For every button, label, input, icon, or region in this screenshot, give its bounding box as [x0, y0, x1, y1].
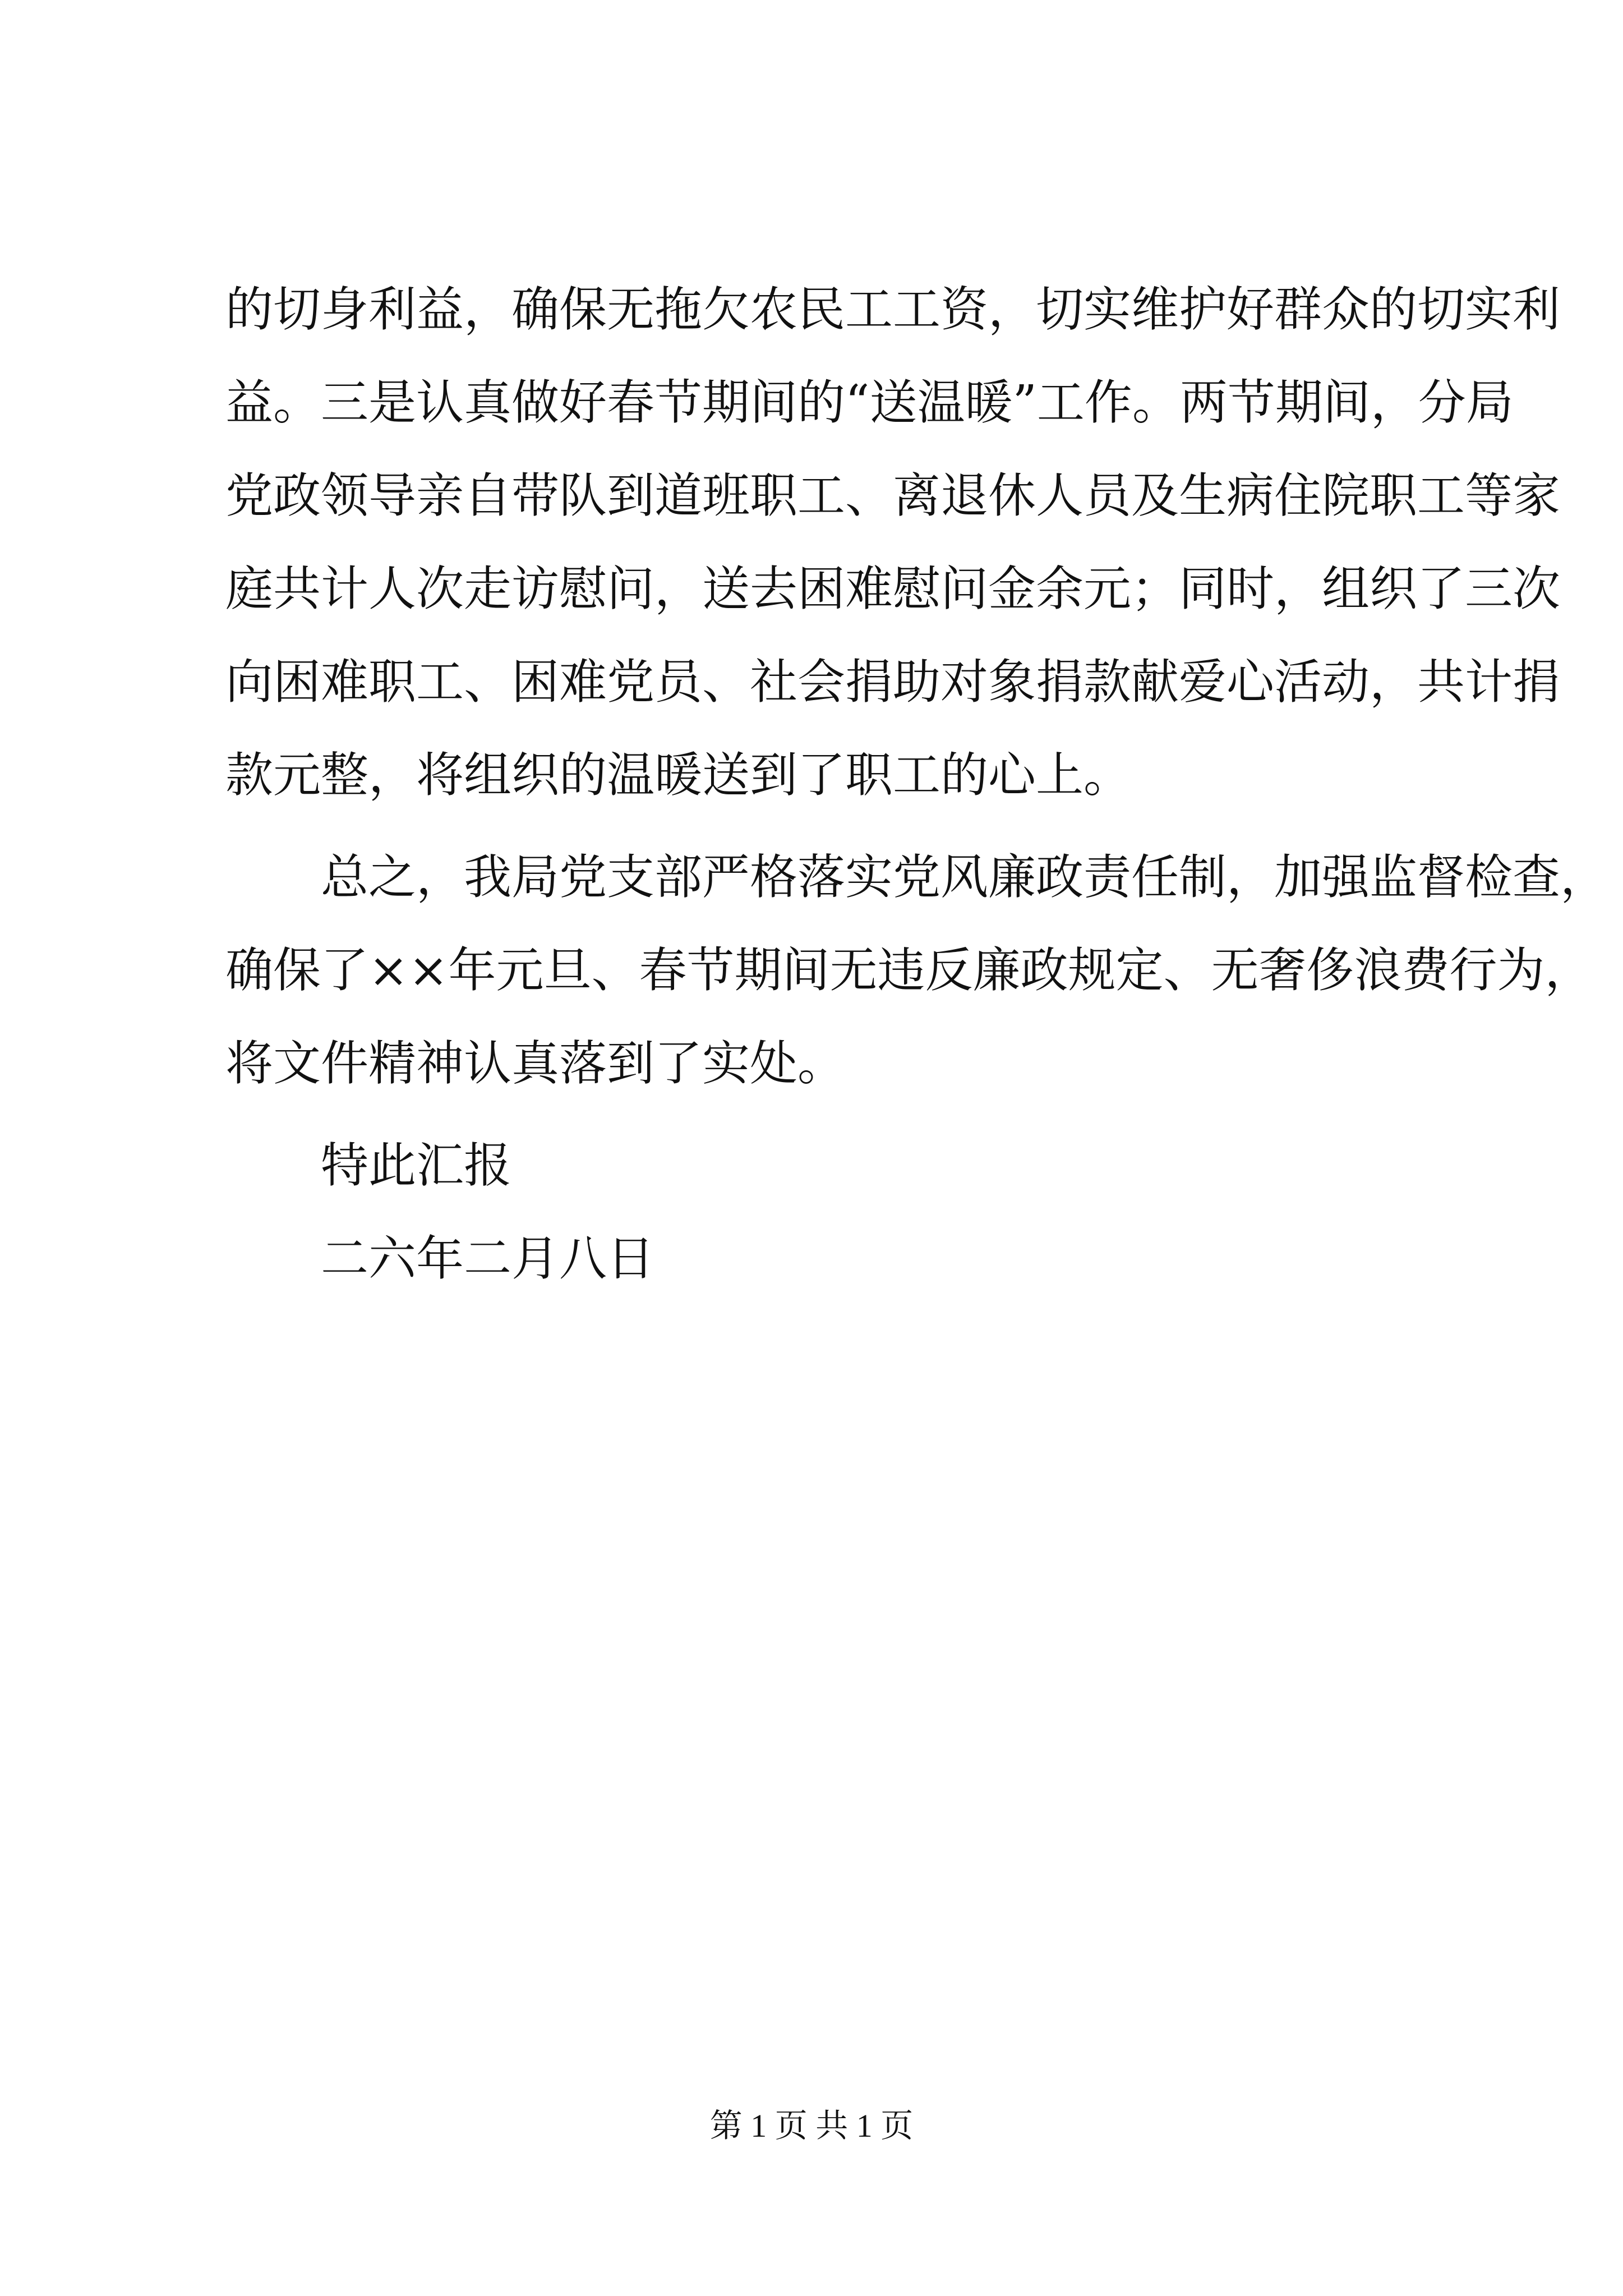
paragraph-line: 总之，我局党支部严格落实党风廉政责任制，加强监督检查， — [321, 850, 1608, 905]
document-date: 二六年二月八日 — [321, 1231, 655, 1287]
paragraph-line: 款元整，将组织的温暖送到了职工的心上。 — [225, 748, 1132, 803]
paragraph-line: 的切身利益，确保无拖欠农民工工资，切实维护好群众的切实利 — [225, 282, 1561, 338]
paragraph-line: 向困难职工、困难党员、社会捐助对象捐款献爱心活动，共计捐 — [225, 655, 1561, 710]
closing-remark: 特此汇报 — [321, 1138, 512, 1194]
document-body — [225, 264, 1608, 1306]
paragraph-line: 益。三是认真做好春节期间的“送温暖”工作。两节期间，分局 — [225, 375, 1514, 431]
paragraph-line: 确保了××年元旦、春节期间无违反廉政规定、无奢侈浪费行为， — [225, 943, 1593, 999]
page-number-footer: 第 1 页 共 1 页 — [709, 2108, 914, 2144]
paragraph-line: 将文件精神认真落到了实处。 — [225, 1036, 846, 1092]
paragraph-line: 庭共计人次走访慰问，送去困难慰问金余元；同时，组织了三次 — [225, 562, 1561, 617]
paragraph-line: 党政领导亲自带队到道班职工、离退休人员及生病住院职工等家 — [225, 468, 1561, 524]
paragraph-2 — [225, 831, 1608, 1111]
paragraph-1 — [225, 264, 1561, 822]
